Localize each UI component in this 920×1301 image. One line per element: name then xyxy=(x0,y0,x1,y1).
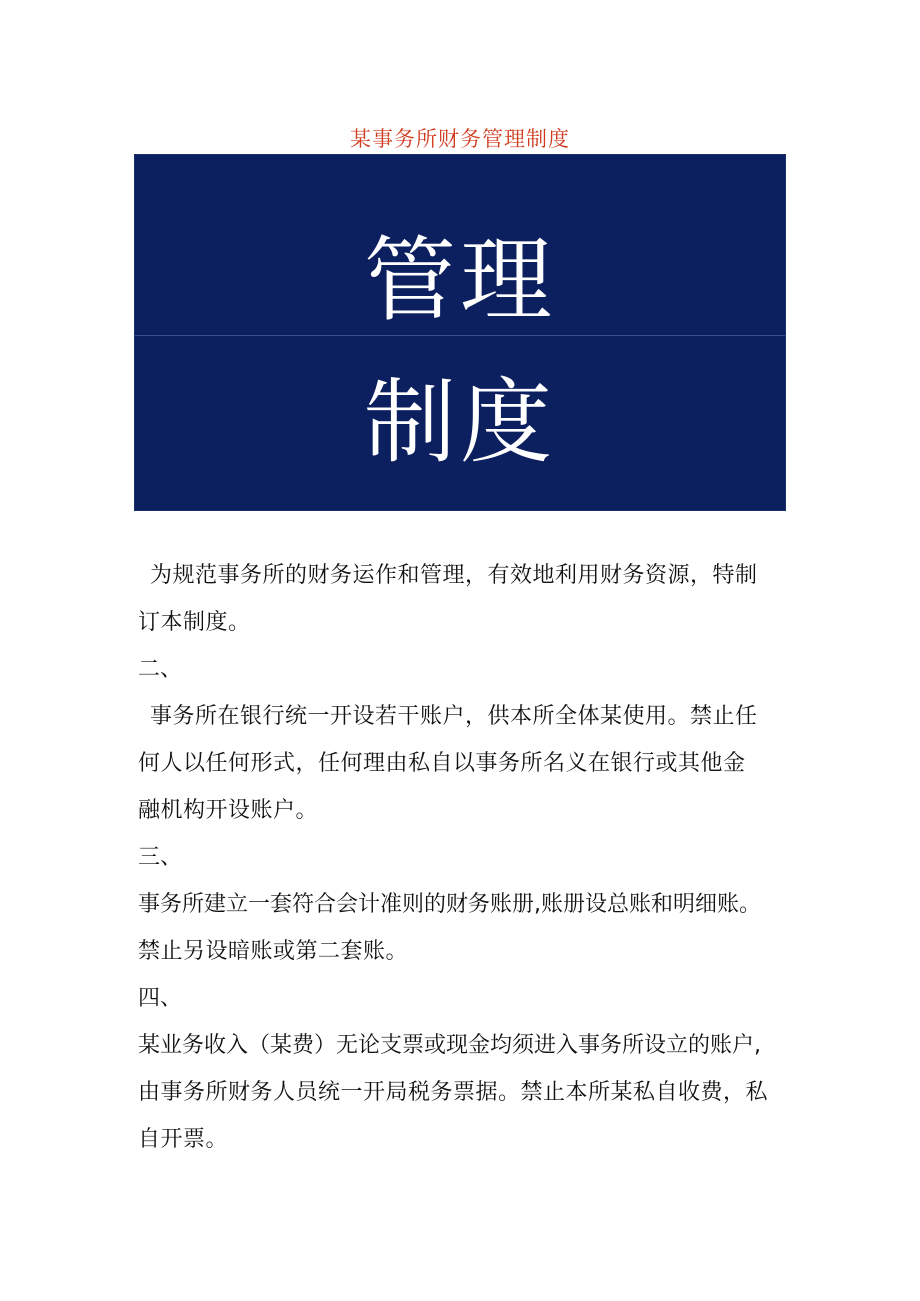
section-2-line-2: 何人以任何形式，任何理由私自以事务所名义在银行或其他金 xyxy=(138,751,746,776)
section-4-line-2: 由事务所财务人员统一开局税务票据。禁止本所某私自收费，私 xyxy=(138,1080,769,1105)
section-heading-2: 二、 xyxy=(138,657,183,682)
section-2-line-3: 融机构开设账户。 xyxy=(138,798,319,823)
document-body xyxy=(138,552,798,1163)
section-2-line-1: 事务所在银行统一开设若干账户，供本所全体某使用。禁止任 xyxy=(150,704,758,729)
title-banner xyxy=(134,154,786,511)
section-4-line-1: 某业务收入（某费）无论支票或现金均须进入事务所设立的账户, xyxy=(138,1033,761,1058)
section-heading-3: 三、 xyxy=(138,845,183,870)
document-title: 某事务所财务管理制度 xyxy=(350,127,570,151)
banner-line-1: 管理 xyxy=(363,227,556,334)
intro-line-2: 订本制度。 xyxy=(138,610,251,635)
intro-line-1: 为规范事务所的财务运作和管理，有效地利用财务资源，特制 xyxy=(150,563,758,588)
section-3-line-1: 事务所建立一套符合会计准则的财务账册,账册设总账和明细账。 xyxy=(138,892,761,917)
banner-divider xyxy=(135,335,785,336)
banner-line-2: 制度 xyxy=(363,369,556,476)
section-4-line-3: 自开票。 xyxy=(138,1127,229,1152)
section-3-line-2: 禁止另设暗账或第二套账。 xyxy=(138,939,409,964)
section-heading-4: 四、 xyxy=(138,986,183,1011)
